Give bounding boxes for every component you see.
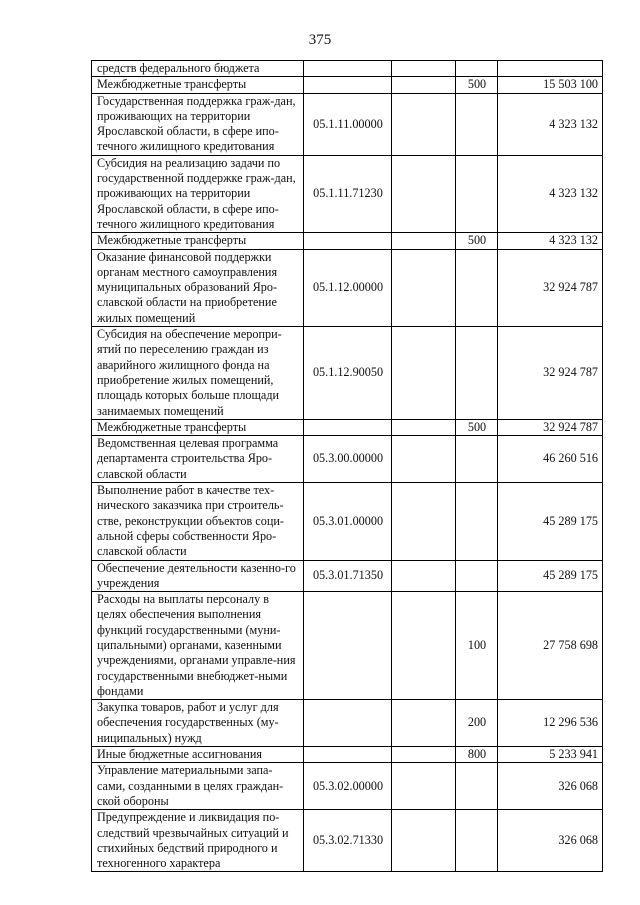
table-row: [92, 560, 603, 592]
item-name-cell: Расходы на выплаты персоналу в целях обеспечения выполнения функций государственными (муни-ципальными) органами, казенными учреждениями, органами управле-ния государственными внебюджет-ными фондами: [92, 592, 304, 700]
empty-cell: [392, 747, 456, 763]
item-name-cell: средств федерального бюджета: [92, 61, 304, 77]
expense-type-cell: [456, 93, 498, 155]
expense-type-cell: 500: [456, 233, 498, 249]
item-name-cell: Межбюджетные трансферты: [92, 77, 304, 93]
empty-cell: [392, 483, 456, 560]
empty-cell: [392, 810, 456, 872]
table-row: [92, 233, 603, 249]
target-article-cell: [304, 77, 392, 93]
expense-type-cell: [456, 763, 498, 810]
empty-cell: [392, 763, 456, 810]
target-article-cell: [304, 61, 392, 77]
table-row: [92, 77, 603, 93]
amount-cell: 32 924 787: [498, 419, 603, 435]
item-name-cell: Субсидия на обеспечение меропри-ятий по переселению граждан из аварийного жилищного фонда на приобретение жилых помещений, площадь которых больше площади занимаемых помещений: [92, 327, 304, 420]
expense-type-cell: [456, 155, 498, 232]
table-row: [92, 592, 603, 700]
amount-cell: 4 323 132: [498, 93, 603, 155]
target-article-cell: 05.3.02.71330: [304, 810, 392, 872]
item-name-cell: Предупреждение и ликвидация по-следствий чрезвычайных ситуаций и стихийных бедствий природного и техногенного характера: [92, 810, 304, 872]
amount-cell: [498, 61, 603, 77]
expense-type-cell: [456, 483, 498, 560]
item-name-cell: Ведомственная целевая программа департамента строительства Яро-славской области: [92, 436, 304, 483]
empty-cell: [392, 249, 456, 326]
table-row: [92, 436, 603, 483]
amount-cell: 5 233 941: [498, 747, 603, 763]
empty-cell: [392, 560, 456, 592]
table-row: [92, 483, 603, 560]
target-article-cell: [304, 419, 392, 435]
target-article-cell: [304, 747, 392, 763]
table-row: [92, 763, 603, 810]
table-row: [92, 249, 603, 326]
amount-cell: 326 068: [498, 763, 603, 810]
item-name-cell: Иные бюджетные ассигнования: [92, 747, 304, 763]
empty-cell: [392, 592, 456, 700]
expense-type-cell: [456, 436, 498, 483]
empty-cell: [392, 61, 456, 77]
target-article-cell: [304, 592, 392, 700]
target-article-cell: 05.1.12.00000: [304, 249, 392, 326]
empty-cell: [392, 77, 456, 93]
item-name-cell: Оказание финансовой поддержки органам местного самоуправления муниципальных образований Яро-славской области на приобретение жилых помещений: [92, 249, 304, 326]
expense-type-cell: [456, 327, 498, 420]
expense-type-cell: [456, 810, 498, 872]
target-article-cell: 05.3.00.00000: [304, 436, 392, 483]
table-row: [92, 700, 603, 747]
amount-cell: 45 289 175: [498, 560, 603, 592]
table-row: [92, 810, 603, 872]
empty-cell: [392, 436, 456, 483]
empty-cell: [392, 700, 456, 747]
amount-cell: 12 296 536: [498, 700, 603, 747]
item-name-cell: Субсидия на реализацию задачи по государственной поддержке граж-дан, проживающих на территории Ярославской области, в сфере ипо-течного жилищного кредитования: [92, 155, 304, 232]
item-name-cell: Закупка товаров, работ и услуг для обеспечения государственных (му-ниципальных) нужд: [92, 700, 304, 747]
page-number: 375: [308, 32, 332, 48]
item-name-cell: Обеспечение деятельности казенно-го учреждения: [92, 560, 304, 592]
target-article-cell: 05.1.12.90050: [304, 327, 392, 420]
expense-type-cell: 100: [456, 592, 498, 700]
expense-type-cell: [456, 61, 498, 77]
amount-cell: 326 068: [498, 810, 603, 872]
item-name-cell: Выполнение работ в качестве тех-нического заказчика при строитель-стве, реконструкции объектов соци-альной сферы собственности Яро-славской области: [92, 483, 304, 560]
empty-cell: [392, 155, 456, 232]
amount-cell: 15 503 100: [498, 77, 603, 93]
expense-type-cell: 200: [456, 700, 498, 747]
target-article-cell: 05.3.01.00000: [304, 483, 392, 560]
empty-cell: [392, 327, 456, 420]
expense-type-cell: 800: [456, 747, 498, 763]
expense-type-cell: 500: [456, 419, 498, 435]
amount-cell: 45 289 175: [498, 483, 603, 560]
item-name-cell: Государственная поддержка граж-дан, проживающих на территории Ярославской области, в сфере ипо-течного жилищного кредитования: [92, 93, 304, 155]
amount-cell: 32 924 787: [498, 249, 603, 326]
amount-cell: 27 758 698: [498, 592, 603, 700]
table-row: [92, 155, 603, 232]
item-name-cell: Управление материальными запа-сами, созданными в целях граждан-ской обороны: [92, 763, 304, 810]
table-row: [92, 747, 603, 763]
target-article-cell: 05.3.02.00000: [304, 763, 392, 810]
target-article-cell: [304, 233, 392, 249]
empty-cell: [392, 233, 456, 249]
item-name-cell: Межбюджетные трансферты: [92, 419, 304, 435]
target-article-cell: [304, 700, 392, 747]
empty-cell: [392, 93, 456, 155]
budget-table-body: [92, 61, 603, 872]
empty-cell: [392, 419, 456, 435]
target-article-cell: 05.1.11.71230: [304, 155, 392, 232]
amount-cell: 4 323 132: [498, 155, 603, 232]
amount-cell: 32 924 787: [498, 327, 603, 420]
table-row: [92, 419, 603, 435]
table-row: [92, 61, 603, 77]
budget-table: [91, 60, 603, 872]
item-name-cell: Межбюджетные трансферты: [92, 233, 304, 249]
table-row: [92, 327, 603, 420]
expense-type-cell: [456, 249, 498, 326]
amount-cell: 46 260 516: [498, 436, 603, 483]
target-article-cell: 05.3.01.71350: [304, 560, 392, 592]
table-row: [92, 93, 603, 155]
amount-cell: 4 323 132: [498, 233, 603, 249]
target-article-cell: 05.1.11.00000: [304, 93, 392, 155]
expense-type-cell: [456, 560, 498, 592]
expense-type-cell: 500: [456, 77, 498, 93]
